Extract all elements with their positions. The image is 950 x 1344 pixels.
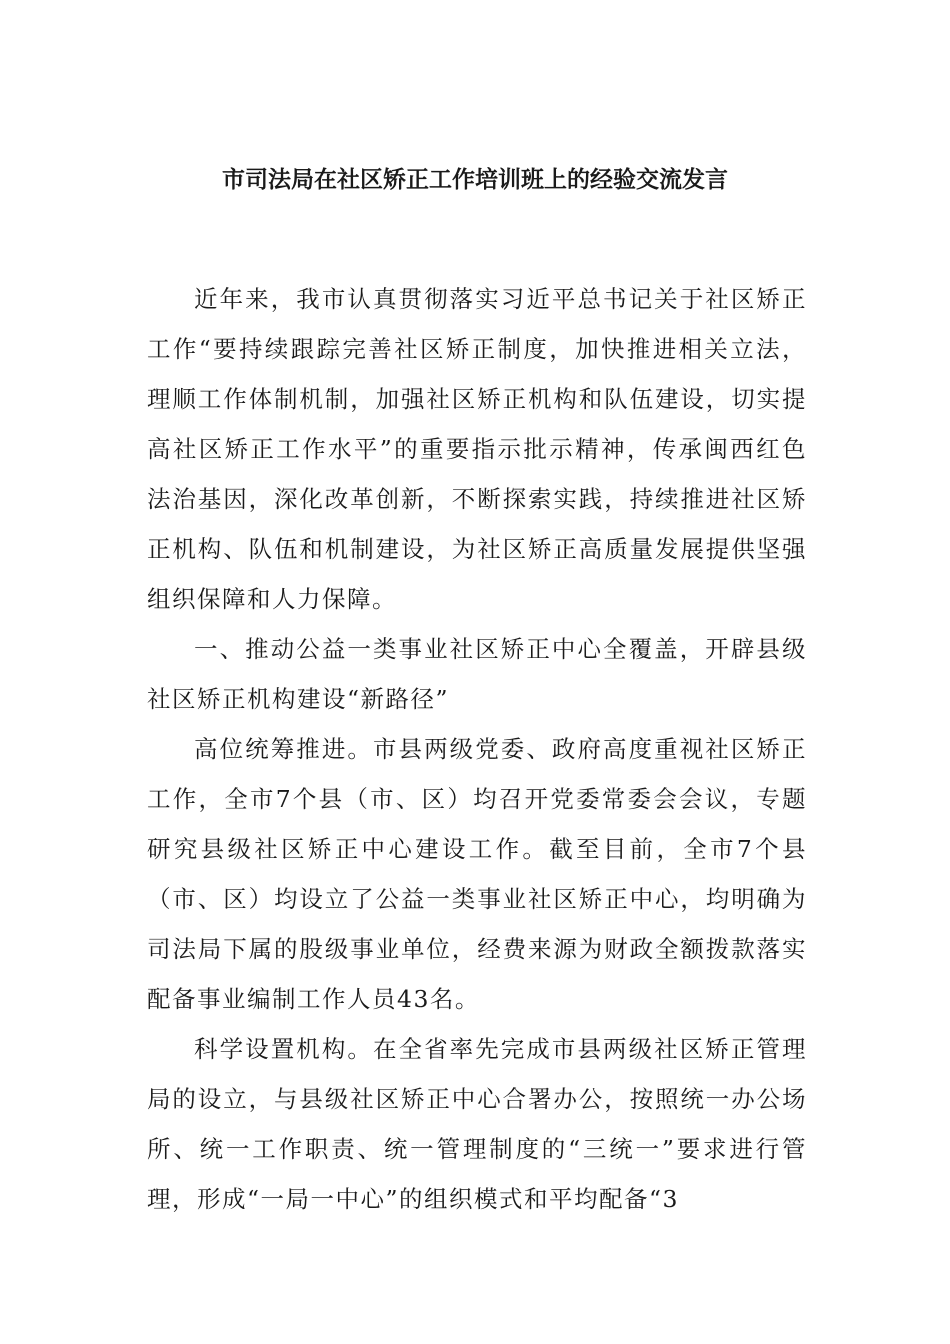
paragraph-coordination: 高位统筹推进。市县两级党委、政府高度重视社区矫正工作，全市7个县（市、区）均召开党委常委会会议，专题研究县级社区矫正中心建设工作。截至目前，全市7个县（市、区）均设立了公益一类事业社区矫正中心，均明确为司法局下属的股级事业单位，经费来源为财政全额拨款落实配备事业编制工作人员43名。 <box>147 735 807 1013</box>
document-body <box>147 274 807 1224</box>
document-title: 市司法局在社区矫正工作培训班上的经验交流发言 <box>222 166 728 193</box>
paragraph-intro: 近年来，我市认真贯彻落实习近平总书记关于社区矫正工作“要持续跟踪完善社区矫正制度，加快推进相关立法，理顺工作体制机制，加强社区矫正机构和队伍建设，切实提高社区矫正工作水平”的重要指示批示精神，传承闽西红色法治基因，深化改革创新，不断探索实践，持续推进社区矫正机构、队伍和机制建设，为社区矫正高质量发展提供坚强组织保障和人力保障。 <box>147 285 807 613</box>
section-heading-1: 一、推动公益一类事业社区矫正中心全覆盖，开辟县级社区矫正机构建设“新路径” <box>147 635 807 713</box>
paragraph-institutions: 科学设置机构。在全省率先完成市县两级社区矫正管理局的设立，与县级社区矫正中心合署办公，按照统一办公场所、统一工作职责、统一管理制度的“三统一”要求进行管理，形成“一局一中心”的组织模式和平均配备“3 <box>147 1035 807 1213</box>
